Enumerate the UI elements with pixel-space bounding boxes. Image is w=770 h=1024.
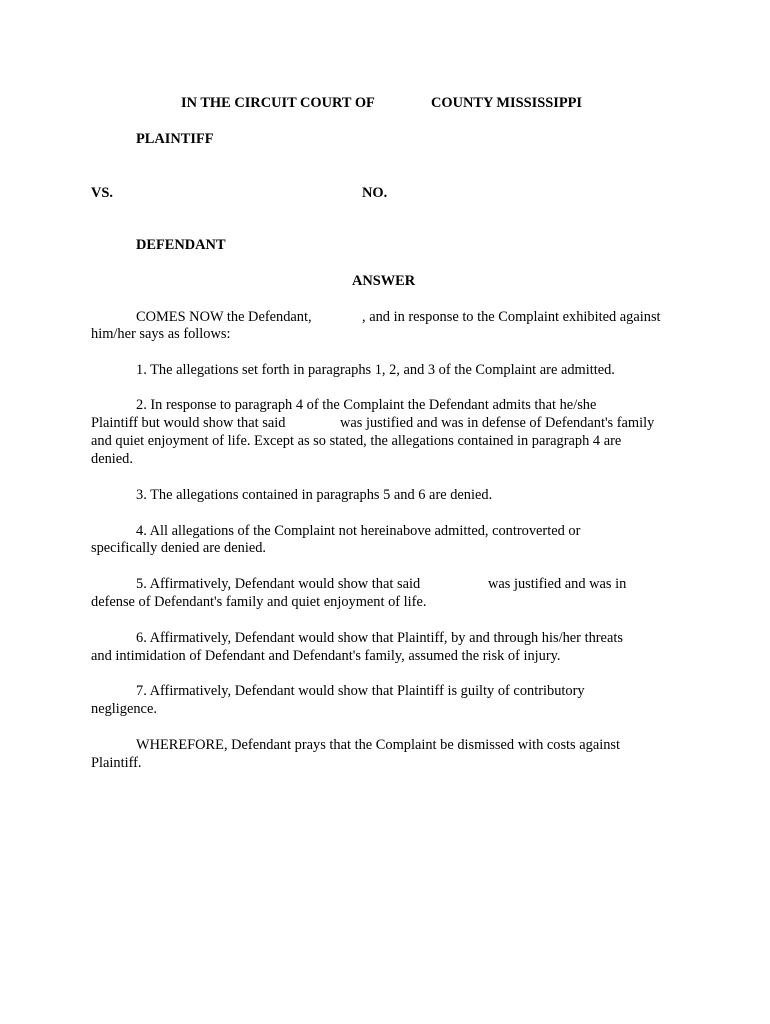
wherefore-line-1: WHEREFORE, Defendant prays that the Complaint be dismissed with costs against (136, 737, 621, 753)
vs-label: VS. (91, 185, 113, 201)
paragraph-2-line-2a: Plaintiff but would show that said (91, 415, 286, 431)
paragraph-2-line-1: 2. In response to paragraph 4 of the Complaint the Defendant admits that he/she (136, 397, 597, 413)
court-heading: IN THE CIRCUIT COURT OF (181, 95, 375, 111)
paragraph-5-line-1a: 5. Affirmatively, Defendant would show that said (136, 576, 421, 592)
county-heading: COUNTY MISSISSIPPI (431, 95, 583, 111)
intro-line-1b: , and in response to the Complaint exhibited against (362, 309, 661, 325)
paragraph-6-line-1: 6. Affirmatively, Defendant would show that Plaintiff, by and through his/her threats (136, 630, 623, 646)
paragraph-5-line-2: defense of Defendant's family and quiet enjoyment of life. (91, 594, 427, 610)
paragraph-6-line-2: and intimidation of Defendant and Defendant's family, assumed the risk of injury. (91, 648, 561, 664)
paragraph-7-line-2: negligence. (91, 701, 157, 717)
paragraph-1-line-1: 1. The allegations set forth in paragraphs 1, 2, and 3 of the Complaint are admitted. (136, 362, 615, 378)
paragraph-4-line-2: specifically denied are denied. (91, 540, 266, 556)
case-number-label: NO. (362, 185, 388, 201)
paragraph-5-line-1b: was justified and was in (488, 576, 627, 592)
intro-line-1a: COMES NOW the Defendant, (136, 309, 312, 325)
paragraph-2-line-2b: was justified and was in defense of Defendant's family (340, 415, 655, 431)
defendant-label: DEFENDANT (136, 237, 226, 253)
paragraph-4-line-1: 4. All allegations of the Complaint not hereinabove admitted, controverted or (136, 523, 581, 539)
paragraph-2-line-4: denied. (91, 451, 133, 467)
paragraph-7-line-1: 7. Affirmatively, Defendant would show that Plaintiff is guilty of contributory (136, 683, 585, 699)
document-title: ANSWER (352, 273, 416, 289)
paragraph-2-line-3: and quiet enjoyment of life. Except as so stated, the allegations contained in paragraph 4 are (91, 433, 622, 449)
intro-line-2: him/her says as follows: (91, 326, 231, 342)
paragraph-3-line-1: 3. The allegations contained in paragraphs 5 and 6 are denied. (136, 487, 493, 503)
plaintiff-label: PLAINTIFF (136, 131, 214, 147)
wherefore-line-2: Plaintiff. (91, 755, 142, 771)
